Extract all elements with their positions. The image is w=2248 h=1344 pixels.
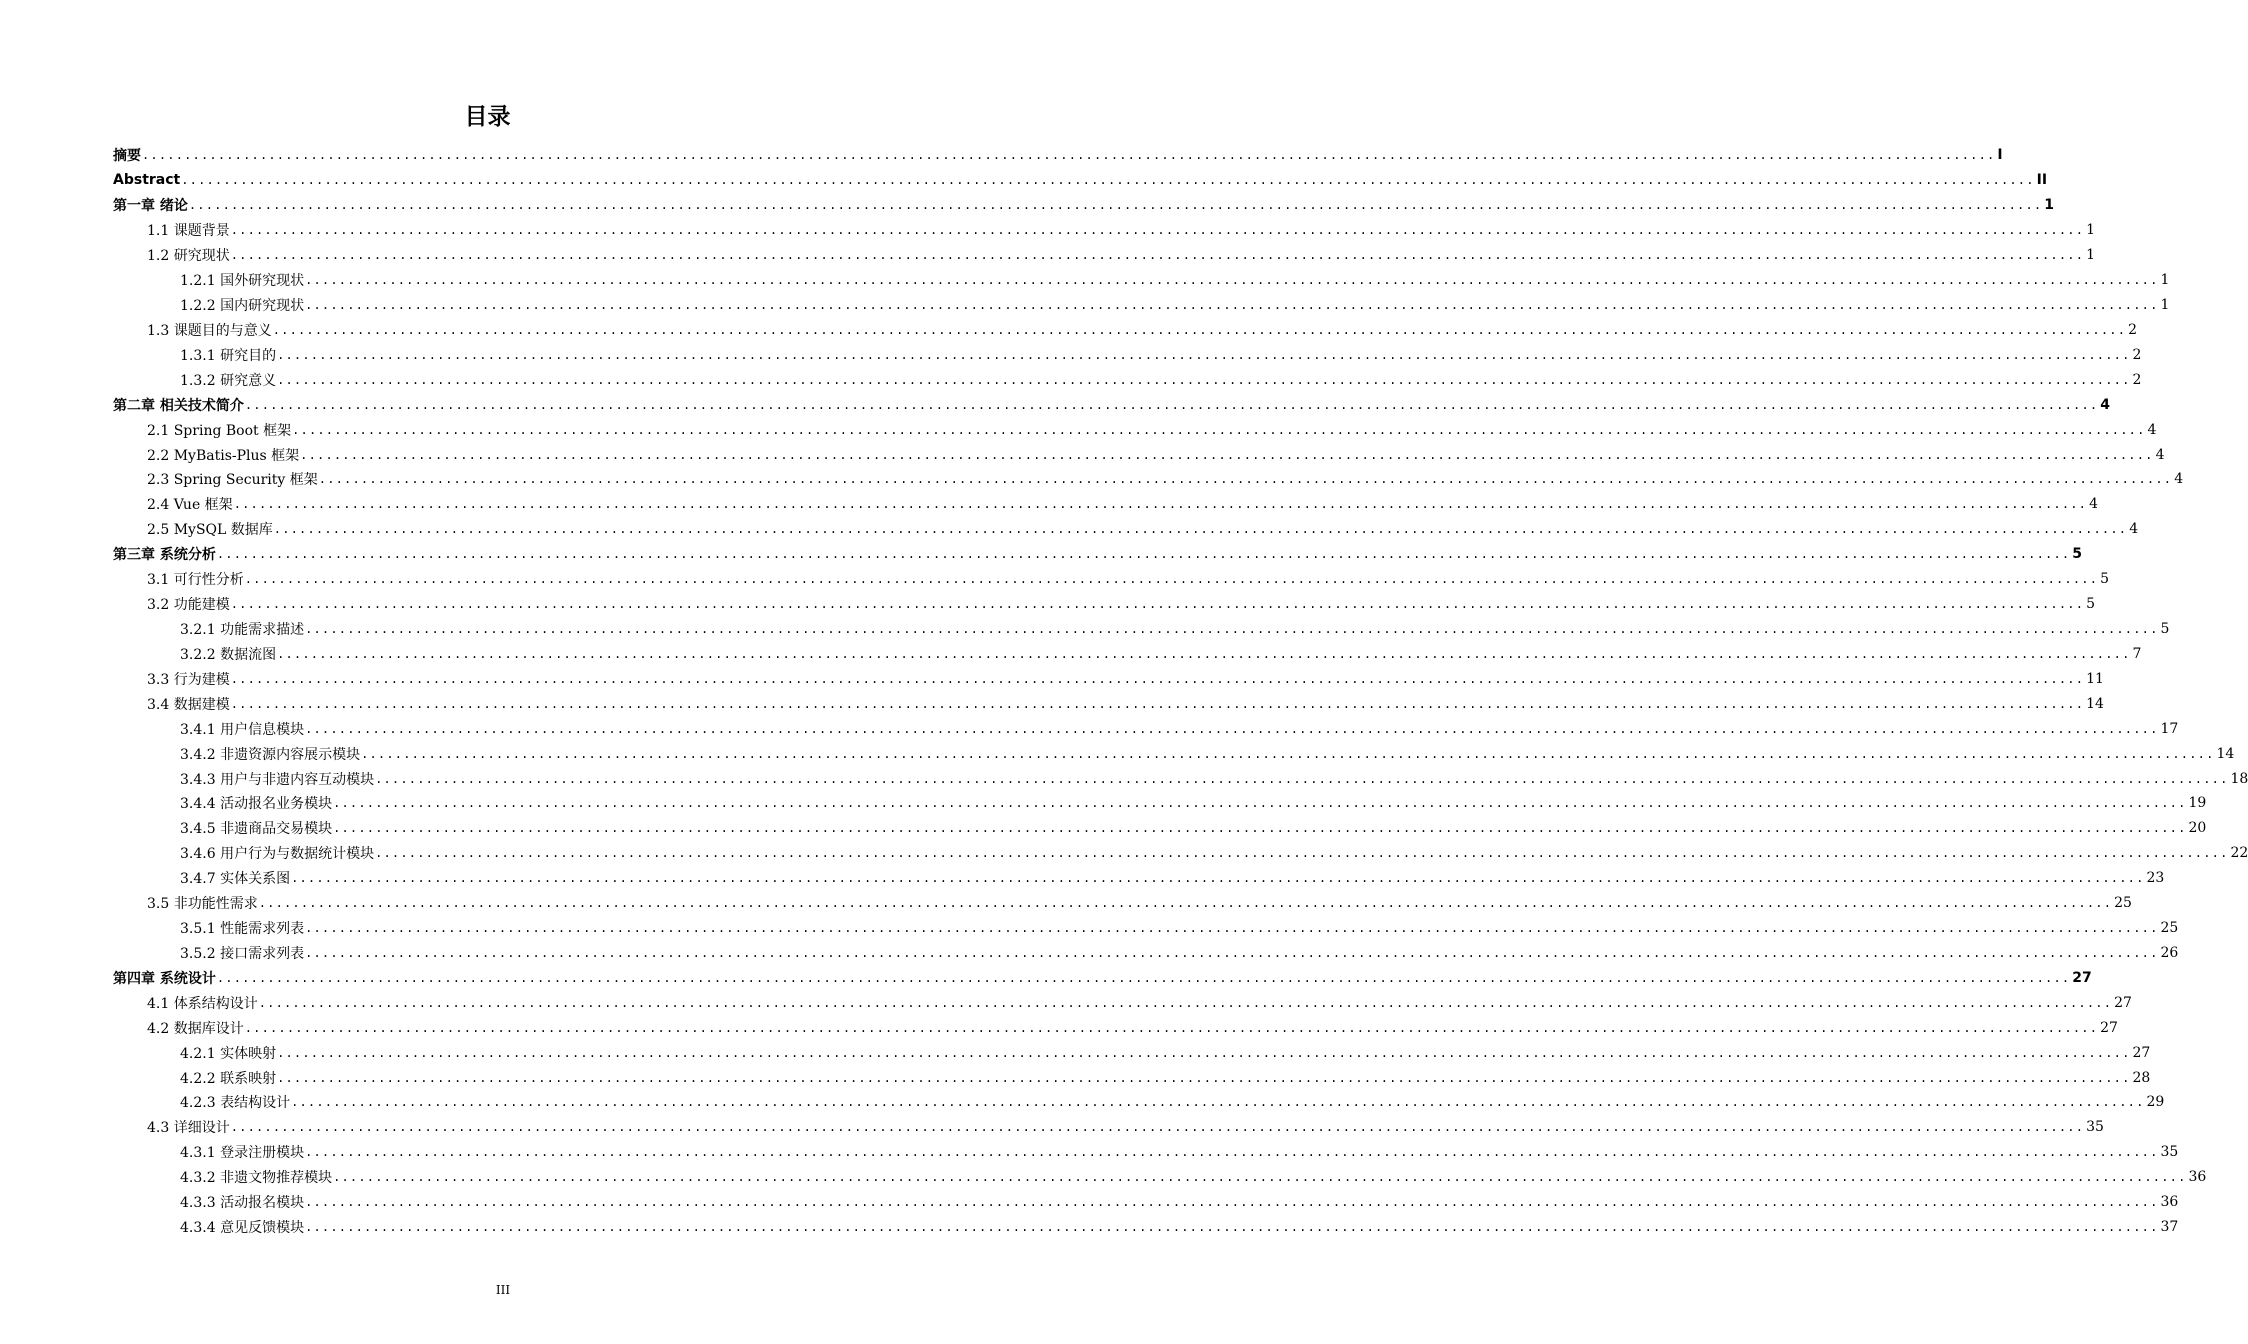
toc-entry[interactable] bbox=[113, 1040, 2151, 1065]
toc-entry-page: 29 bbox=[2146, 1094, 2165, 1111]
toc-entry[interactable] bbox=[113, 168, 2048, 193]
toc-entry[interactable] bbox=[113, 1065, 2151, 1090]
toc-entry-label: 1.2.2 国内研究现状 bbox=[180, 297, 305, 314]
toc-entry[interactable] bbox=[113, 1115, 2104, 1140]
dot-leader: ............................................................................................................................................................................................................................ bbox=[244, 397, 2099, 412]
toc-entry-page: 1 bbox=[2044, 197, 2055, 214]
toc-entry-page: 4 bbox=[2129, 521, 2139, 538]
dot-leader: ............................................................................................................................................................................................................................ bbox=[291, 871, 2145, 886]
toc-entry[interactable] bbox=[113, 1015, 2118, 1040]
toc-entry[interactable] bbox=[113, 816, 2207, 841]
dot-leader: ............................................................................................................................................................................................................................ bbox=[277, 646, 2131, 661]
toc-entry-label: 2.4 Vue 框架 bbox=[147, 497, 233, 514]
dot-leader: ............................................................................................................................................................................................................................ bbox=[258, 896, 2113, 911]
toc-entry-label: 4.2.1 实体映射 bbox=[180, 1045, 277, 1062]
toc-entry[interactable] bbox=[113, 617, 2170, 642]
toc-entry-page: 1 bbox=[2160, 272, 2170, 289]
toc-entry-page: 4 bbox=[2089, 496, 2099, 513]
toc-entry-page: 1 bbox=[2086, 222, 2096, 239]
dot-leader: ............................................................................................................................................................................................................................ bbox=[230, 696, 2085, 711]
toc-entry-label: 4.2.3 表结构设计 bbox=[180, 1095, 291, 1112]
toc-entry-page: 5 bbox=[2100, 571, 2110, 588]
toc-entry-page: 27 bbox=[2114, 994, 2132, 1011]
toc-entry-page: 5 bbox=[2072, 546, 2083, 563]
toc-entry-page: 14 bbox=[2086, 695, 2104, 712]
toc-entry-page: 27 bbox=[2132, 1044, 2151, 1061]
toc-entry-label: 4.2.2 联系映射 bbox=[180, 1070, 277, 1087]
toc-entry-label: 第一章 绪论 bbox=[113, 198, 188, 215]
toc-entry-page: 22 bbox=[2230, 845, 2248, 862]
toc-entry-page: II bbox=[2036, 172, 2048, 189]
toc-entry-label: 1.3 课题目的与意义 bbox=[147, 322, 272, 339]
toc-entry-page: 27 bbox=[2100, 1019, 2118, 1036]
toc-entry-page: 2 bbox=[2128, 321, 2138, 338]
toc-entry[interactable] bbox=[113, 1215, 2179, 1240]
toc-entry-label: 3.2.2 数据流图 bbox=[180, 646, 277, 663]
dot-leader: ............................................................................................................................................................................................................................ bbox=[233, 497, 2088, 512]
toc-entry-label: 1.2.1 国外研究现状 bbox=[180, 273, 305, 290]
dot-leader: ............................................................................................................................................................................................................................ bbox=[333, 1170, 2187, 1185]
toc-entry-label: 第四章 系统设计 bbox=[113, 970, 216, 987]
toc-entry-label: 4.3.2 非遗文物推荐模块 bbox=[180, 1170, 333, 1187]
toc-entry-page: 25 bbox=[2114, 895, 2132, 912]
toc-entry[interactable] bbox=[113, 916, 2179, 941]
toc-entry-label: 4.2 数据库设计 bbox=[147, 1020, 244, 1037]
dot-leader: ............................................................................................................................................................................................................................ bbox=[361, 746, 2215, 761]
toc-entry[interactable] bbox=[113, 666, 2104, 691]
toc-entry-page: 1 bbox=[2160, 296, 2170, 313]
toc-entry-page: 20 bbox=[2188, 820, 2207, 837]
toc-entry-page: 35 bbox=[2160, 1144, 2179, 1161]
toc-entry-label: 3.5 非功能性需求 bbox=[147, 896, 258, 913]
toc-entry[interactable] bbox=[113, 467, 2184, 492]
toc-entry-label: 第三章 系统分析 bbox=[113, 547, 216, 564]
toc-entry[interactable] bbox=[113, 367, 2142, 392]
toc-entry-label: 4.3 详细设计 bbox=[147, 1120, 230, 1137]
dot-leader: ............................................................................................................................................................................................................................ bbox=[318, 472, 2173, 487]
toc-entry-label: 第二章 相关技术简介 bbox=[113, 397, 244, 414]
toc-entry-label: 2.1 Spring Boot 框架 bbox=[147, 422, 292, 439]
toc-entry-label: 2.2 MyBatis-Plus 框架 bbox=[147, 447, 300, 464]
toc-entry-page: 25 bbox=[2160, 920, 2179, 937]
toc-entry-label: 4.1 体系结构设计 bbox=[147, 995, 258, 1012]
toc-entry[interactable] bbox=[113, 766, 2248, 791]
toc-entry[interactable] bbox=[113, 417, 2157, 442]
toc-entry[interactable] bbox=[113, 542, 2083, 567]
toc-entry-label: 3.1 可行性分析 bbox=[147, 572, 244, 589]
toc-entry-label: 3.2.1 功能需求描述 bbox=[180, 621, 305, 638]
toc-entry-page: 36 bbox=[2160, 1194, 2179, 1211]
toc-entry-label: 3.5.1 性能需求列表 bbox=[180, 921, 305, 938]
dot-leader: ............................................................................................................................................................................................................................ bbox=[277, 372, 2131, 387]
dot-leader: ............................................................................................................................................................................................................................ bbox=[333, 821, 2187, 836]
toc-entry-label: 2.3 Spring Security 框架 bbox=[147, 472, 318, 489]
toc-entry-label: 3.4.3 用户与非遗内容互动模块 bbox=[180, 771, 375, 788]
dot-leader: ............................................................................................................................................................................................................................ bbox=[216, 547, 2071, 562]
toc-entry-page: 5 bbox=[2086, 596, 2096, 613]
toc-entry[interactable] bbox=[113, 492, 2099, 517]
toc-entry-label: 4.3.3 活动报名模块 bbox=[180, 1195, 305, 1212]
toc-entry-label: 4.3.1 登录注册模块 bbox=[180, 1145, 305, 1162]
toc-entry[interactable] bbox=[113, 791, 2207, 816]
toc-entry-page: 35 bbox=[2086, 1119, 2104, 1136]
toc-entry[interactable] bbox=[113, 941, 2179, 966]
toc-entry-page: 7 bbox=[2132, 645, 2142, 662]
toc-entry-label: 3.4.1 用户信息模块 bbox=[180, 721, 305, 738]
dot-leader: ............................................................................................................................................................................................................................ bbox=[230, 248, 2085, 263]
toc-entry-label: 2.5 MySQL 数据库 bbox=[147, 522, 273, 539]
dot-leader: ............................................................................................................................................................................................................................ bbox=[305, 297, 2159, 312]
toc-entry[interactable] bbox=[113, 392, 2111, 417]
toc-entry-page: 27 bbox=[2072, 969, 2092, 986]
toc-entry-page: 18 bbox=[2230, 770, 2248, 787]
dot-leader: ............................................................................................................................................................................................................................ bbox=[181, 173, 2035, 188]
toc-entry-page: 11 bbox=[2086, 670, 2104, 687]
toc-entry[interactable] bbox=[113, 143, 2003, 168]
dot-leader: ............................................................................................................................................................................................................................ bbox=[305, 621, 2159, 636]
dot-leader: ............................................................................................................................................................................................................................ bbox=[273, 522, 2128, 537]
toc-entry[interactable] bbox=[113, 193, 2055, 218]
dot-leader: ............................................................................................................................................................................................................................ bbox=[300, 447, 2154, 462]
toc-entry-page: 23 bbox=[2146, 870, 2165, 887]
toc-entry-label: 3.4.5 非遗商品交易模块 bbox=[180, 821, 333, 838]
toc-entry[interactable] bbox=[113, 293, 2170, 318]
dot-leader: ............................................................................................................................................................................................................................ bbox=[230, 223, 2085, 238]
toc-entry[interactable] bbox=[113, 567, 2110, 592]
toc-entry[interactable] bbox=[113, 218, 2096, 243]
dot-leader: ............................................................................................................................................................................................................................ bbox=[230, 1120, 2085, 1135]
page-number: III bbox=[495, 1283, 511, 1297]
dot-leader: ............................................................................................................................................................................................................................ bbox=[375, 771, 2229, 786]
toc-entry-label: 1.1 课题背景 bbox=[147, 223, 230, 240]
toc-entry[interactable] bbox=[113, 592, 2096, 617]
toc-entry[interactable] bbox=[113, 990, 2132, 1015]
dot-leader: ............................................................................................................................................................................................................................ bbox=[216, 970, 2071, 985]
toc-entry-label: Abstract bbox=[113, 172, 181, 189]
toc-entry[interactable] bbox=[113, 317, 2138, 342]
toc-entry[interactable] bbox=[113, 268, 2170, 293]
dot-leader: ............................................................................................................................................................................................................................ bbox=[272, 322, 2127, 337]
toc-entry-page: 4 bbox=[2100, 396, 2111, 413]
dot-leader: ............................................................................................................................................................................................................................ bbox=[230, 597, 2085, 612]
dot-leader: ............................................................................................................................................................................................................................ bbox=[305, 921, 2159, 936]
dot-leader: ............................................................................................................................................................................................................................ bbox=[258, 995, 2113, 1010]
dot-leader: ............................................................................................................................................................................................................................ bbox=[305, 1220, 2159, 1235]
toc-entry[interactable] bbox=[113, 243, 2096, 268]
toc-entry-label: 3.4.4 活动报名业务模块 bbox=[180, 796, 333, 813]
toc-entry[interactable] bbox=[113, 716, 2179, 741]
dot-leader: ............................................................................................................................................................................................................................ bbox=[277, 347, 2131, 362]
toc-entry-label: 摘要 bbox=[113, 148, 141, 165]
dot-leader: ............................................................................................................................................................................................................................ bbox=[305, 1145, 2159, 1160]
dot-leader: ............................................................................................................................................................................................................................ bbox=[277, 1045, 2131, 1060]
toc-entry[interactable] bbox=[113, 342, 2142, 367]
toc-entry-page: 4 bbox=[2174, 471, 2184, 488]
dot-leader: ............................................................................................................................................................................................................................ bbox=[244, 1020, 2099, 1035]
toc-entry[interactable] bbox=[113, 741, 2235, 766]
toc-entry[interactable] bbox=[113, 517, 2139, 542]
toc-entry-page: I bbox=[1997, 147, 2003, 164]
toc-entry-label: 3.2 功能建模 bbox=[147, 597, 230, 614]
toc-entry-page: 19 bbox=[2188, 795, 2207, 812]
toc-entry-page: 26 bbox=[2160, 944, 2179, 961]
toc-entry[interactable] bbox=[113, 891, 2132, 916]
dot-leader: ............................................................................................................................................................................................................................ bbox=[244, 572, 2099, 587]
dot-leader: ............................................................................................................................................................................................................................ bbox=[292, 422, 2146, 437]
toc-entry[interactable] bbox=[113, 1140, 2179, 1165]
toc-entry-page: 1 bbox=[2086, 247, 2096, 264]
toc-entry-page: 14 bbox=[2216, 745, 2235, 762]
toc-entry-page: 5 bbox=[2160, 620, 2170, 637]
toc-entry-label: 3.4.2 非遗资源内容展示模块 bbox=[180, 746, 361, 763]
dot-leader: ............................................................................................................................................................................................................................ bbox=[188, 198, 2043, 213]
dot-leader: ............................................................................................................................................................................................................................ bbox=[333, 796, 2187, 811]
dot-leader: ............................................................................................................................................................................................................................ bbox=[277, 1070, 2131, 1085]
toc-entry-page: 2 bbox=[2132, 346, 2142, 363]
toc-entry[interactable] bbox=[113, 841, 2248, 866]
toc-entry[interactable] bbox=[113, 691, 2104, 716]
toc-entry-page: 4 bbox=[2147, 421, 2157, 438]
toc-entry-page: 17 bbox=[2160, 720, 2179, 737]
dot-leader: ............................................................................................................................................................................................................................ bbox=[305, 1195, 2159, 1210]
toc-entry-page: 2 bbox=[2132, 371, 2142, 388]
page-title: 目录 bbox=[464, 104, 511, 130]
toc-entry-label: 3.5.2 接口需求列表 bbox=[180, 945, 305, 962]
toc-entry[interactable] bbox=[113, 1190, 2179, 1215]
toc-entry-label: 3.3 行为建模 bbox=[147, 671, 230, 688]
toc-entry-label: 3.4.7 实体关系图 bbox=[180, 871, 291, 888]
toc-entry-label: 4.3.4 意见反馈模块 bbox=[180, 1220, 305, 1237]
toc-entry-label: 3.4.6 用户行为与数据统计模块 bbox=[180, 846, 375, 863]
toc-entry-page: 4 bbox=[2155, 446, 2165, 463]
dot-leader: ............................................................................................................................................................................................................................ bbox=[305, 945, 2159, 960]
toc-entry-page: 28 bbox=[2132, 1069, 2151, 1086]
table-of-contents bbox=[113, 143, 2248, 1240]
toc-entry-label: 1.3.2 研究意义 bbox=[180, 372, 277, 389]
dot-leader: ............................................................................................................................................................................................................................ bbox=[230, 671, 2085, 686]
dot-leader: ............................................................................................................................................................................................................................ bbox=[375, 846, 2229, 861]
toc-entry-page: 37 bbox=[2160, 1219, 2179, 1236]
toc-entry-label: 1.2 研究现状 bbox=[147, 248, 230, 265]
toc-entry[interactable] bbox=[113, 866, 2165, 891]
dot-leader: ............................................................................................................................................................................................................................ bbox=[142, 148, 1996, 163]
toc-entry[interactable] bbox=[113, 1090, 2165, 1115]
toc-entry[interactable] bbox=[113, 442, 2165, 467]
dot-leader: ............................................................................................................................................................................................................................ bbox=[305, 721, 2159, 736]
toc-entry-label: 1.3.1 研究目的 bbox=[180, 347, 277, 364]
toc-entry-label: 3.4 数据建模 bbox=[147, 696, 230, 713]
dot-leader: ............................................................................................................................................................................................................................ bbox=[291, 1095, 2145, 1110]
toc-entry[interactable] bbox=[113, 1165, 2207, 1190]
toc-entry[interactable] bbox=[113, 641, 2142, 666]
toc-entry[interactable] bbox=[113, 965, 2092, 990]
dot-leader: ............................................................................................................................................................................................................................ bbox=[305, 273, 2159, 288]
toc-entry-page: 36 bbox=[2188, 1169, 2207, 1186]
